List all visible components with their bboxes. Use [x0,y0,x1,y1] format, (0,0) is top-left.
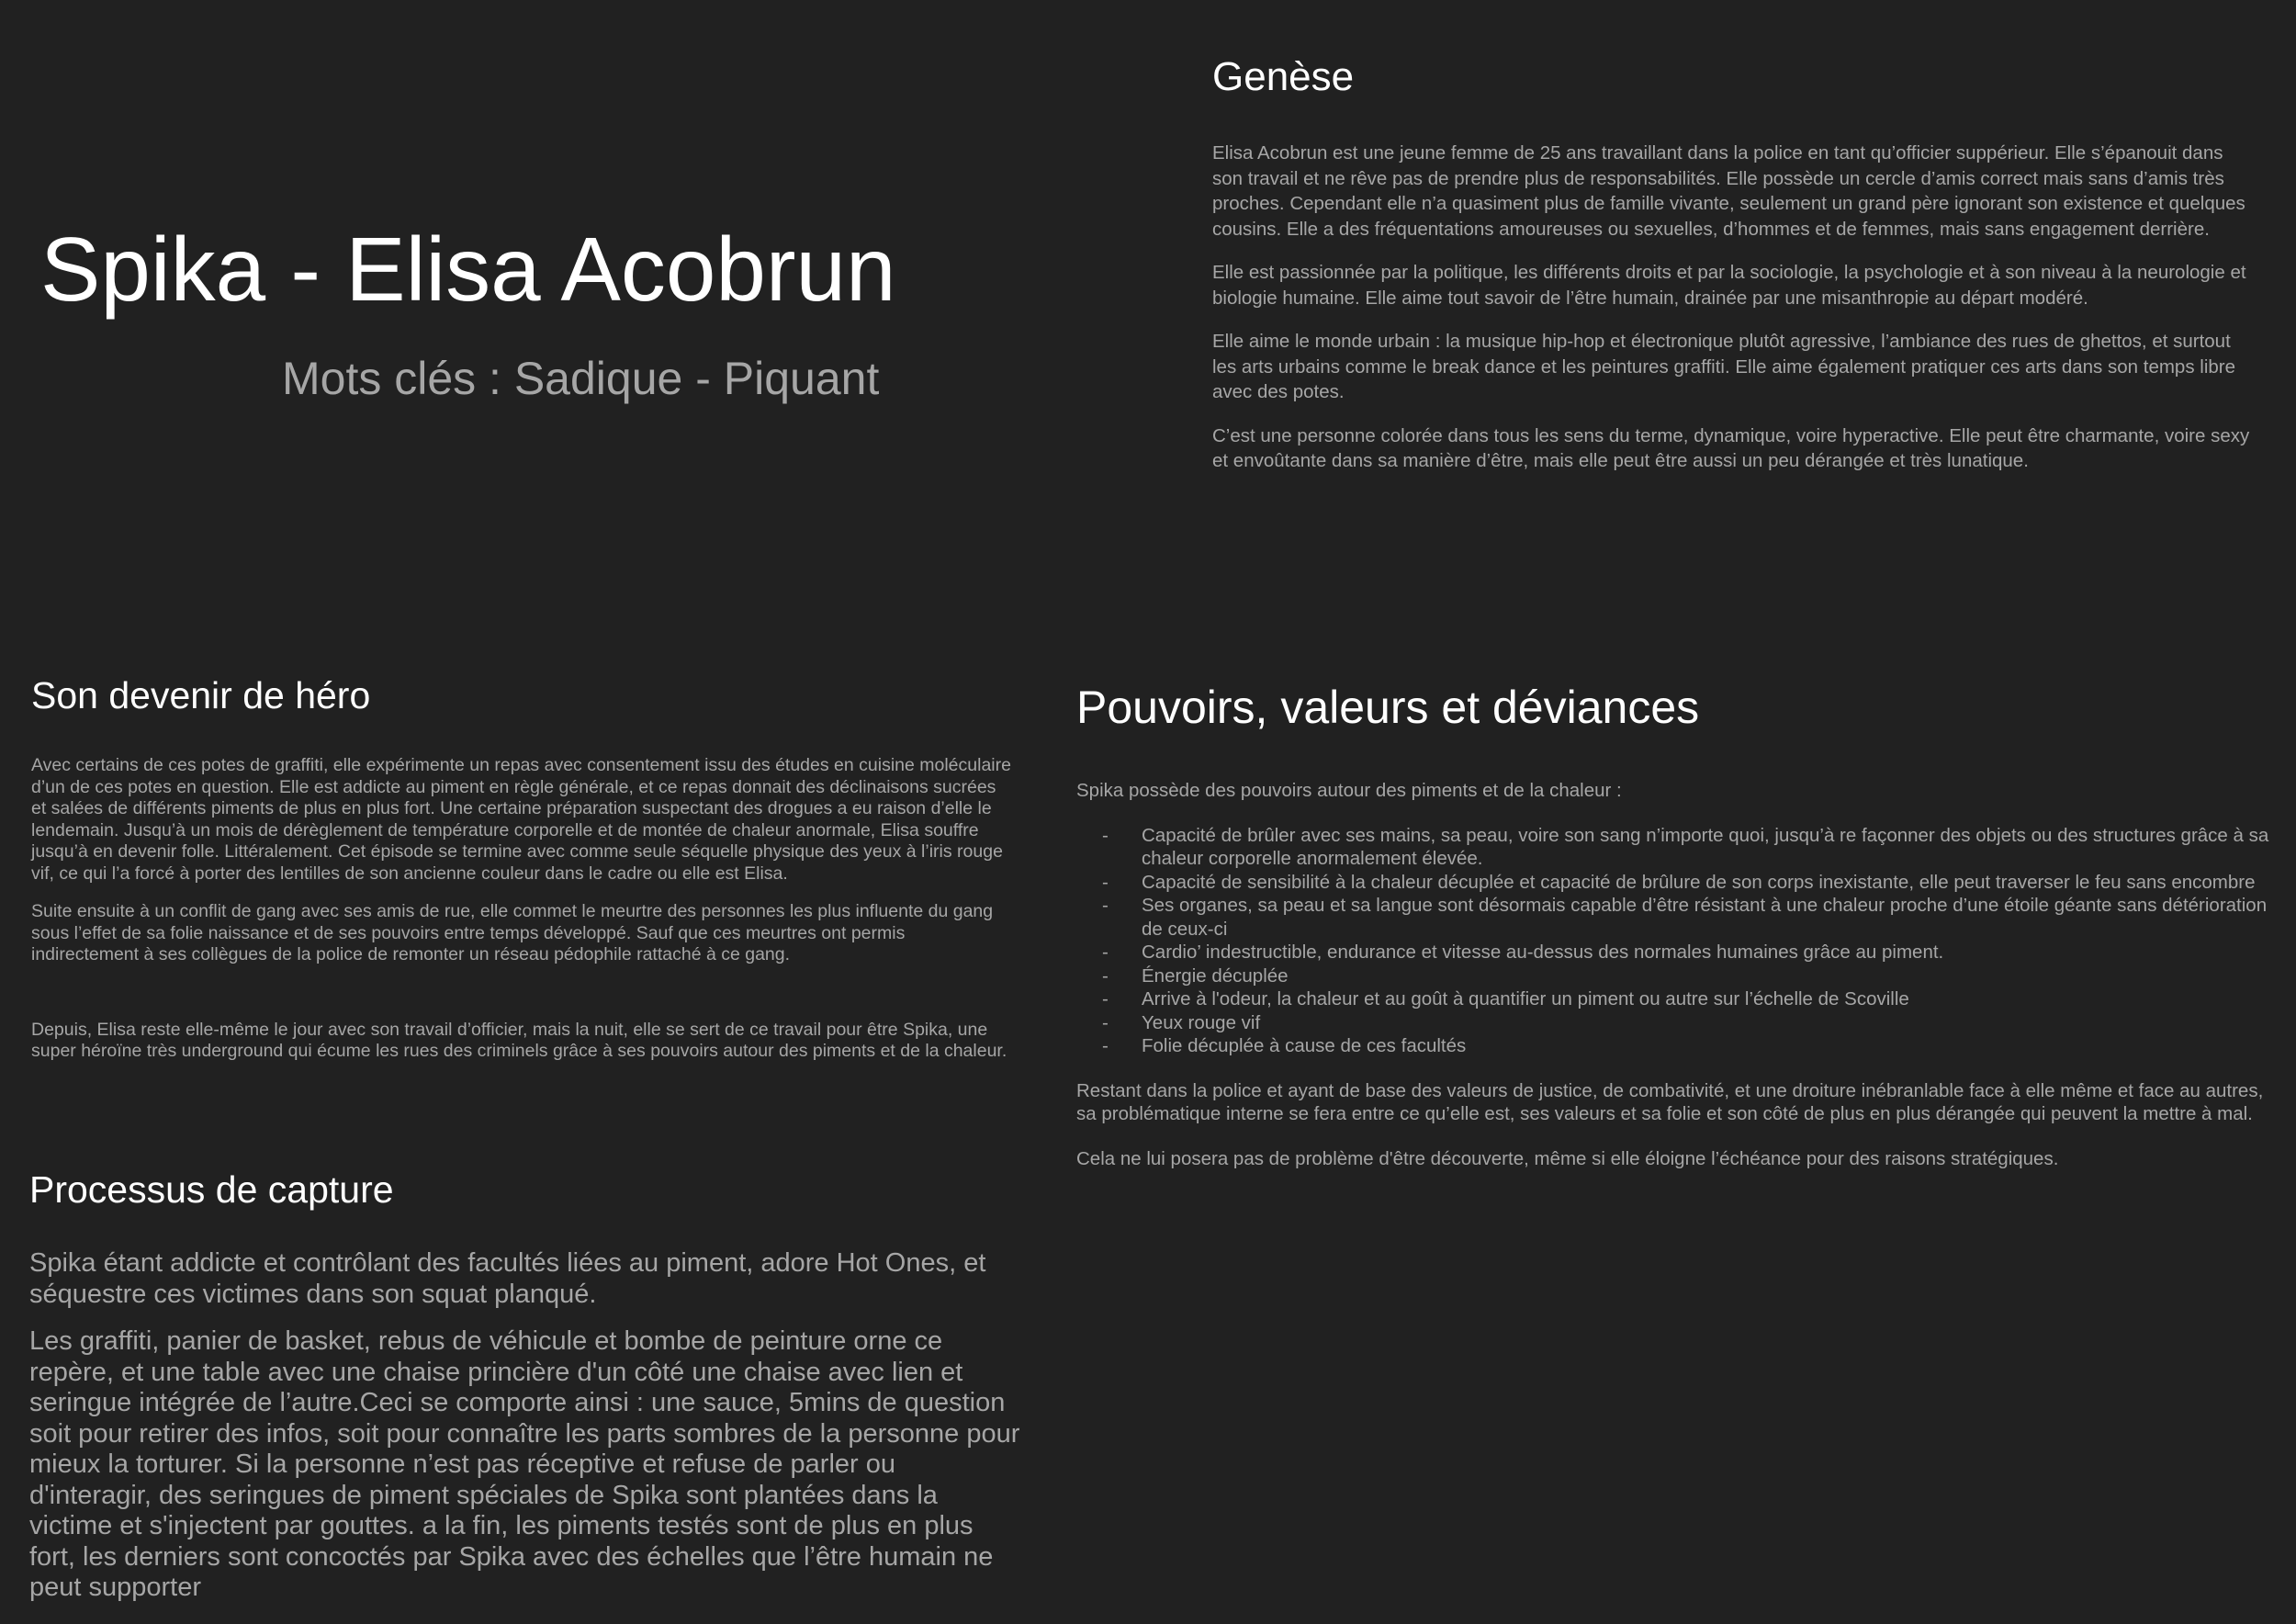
power-item [1076,1011,2270,1035]
pouvoirs-paragraph: Restant dans la police et ayant de base des valeurs de justice, de combativité, et une droiture inébranlable face à elle même et face au autres, sa problématique interne se fera entre ce qu’elle est, ses valeurs et sa folie et son côté de plus en plus dérangée qui peuvent la mettre à mal. [1076,1079,2264,1124]
power-item-text: Folie décuplée à cause de ces facultés [1142,1035,1467,1056]
genese-paragraph: Elisa Acobrun est une jeune femme de 25 ans travaillant dans la police en tant qu’officier suppérieur. Elle s’épanouit dans son travail et ne rêve pas de prendre plus de responsabilités. Elle possède un cercle d’amis correct mais sans d’amis très proches. Cependant elle n’a quasiment plus de famille vivante, seulement un grand père ignorant son existence et quelques cousins. Elle a des fréquentations amoureuses ou sexuelles, d’hommes et de femmes, mais sans engagement derrière. [1212,142,2245,240]
power-item [1076,894,2270,941]
pouvoirs-section [1076,779,2270,1191]
genese-paragraph: C’est une personne colorée dans tous les sens du terme, dynamique, voire hyperactive. Elle peut être charmante, voire sexy et envoûtante dans sa manière d’être, mais elle peut être aussi un peu dérangée et très lunatique. [1212,424,2250,471]
devenir-paragraph: Depuis, Elisa reste elle-même le jour avec son travail d’officier, mais la nuit, elle se sert de ce travail pour être Spika, une super héroïne très underground qui écume les rues des criminels grâce à ses pouvoirs autour des piments et de la chaleur. [31,1019,1007,1061]
power-item [1076,824,2270,871]
power-item [1076,1034,2270,1058]
bullet-dash: - [1102,895,1109,916]
power-item-text: Ses organes, sa peau et sa langue sont désormais capable d’être résistant à une chaleur proche d’une étoile géante sans détérioration de ceux-ci [1142,895,2268,940]
genese-paragraph: Elle est passionnée par la politique, les différents droits et par la sociologie, la psychologie et à son niveau à la neurologie et biologie humaine. Elle aime tout savoir de l’être humain, drainée par une misanthropie au départ modéré. [1212,262,2246,309]
genese-section [1212,141,2250,492]
pouvoirs-paragraph: Cela ne lui posera pas de problème d'être découverte, même si elle éloigne l’échéance pour des raisons stratégiques. [1076,1147,2059,1169]
bullet-dash: - [1102,871,1109,893]
power-item [1076,871,2270,895]
devenir-paragraph: Avec certains de ces potes de graffiti, elle expérimente un repas avec consentement issu des études en cuisine moléculaire d’un de ces potes en question. Elle est addicte au piment en règle générale, et ce repas donnait des déclinaisons sucrées et salées de différents piments de plus en plus fort. Une certaine préparation suspectant des drogues a eu raison d’elle le lendemain. Jusqu’à un mois de dérèglement de température corporelle et de montée de chaleur anormale, Elisa souffre jusqu’à en devenir folle. Littéralement. Cet épisode se termine avec comme seule séquelle physique des yeux à l’iris rouge vif, ce qui l’a forcé à porter des lentilles de son ancienne couleur dans le cadre ou elle est Elisa. [31,755,1011,884]
bullet-dash: - [1102,1035,1109,1056]
power-item [1076,964,2270,988]
devenir-heading: Son devenir de héro [31,674,371,716]
capture-paragraph: Spika étant addicte et contrôlant des facultés liées au piment, adore Hot Ones, et séquestre ces victimes dans son squat planqué. [29,1248,986,1309]
bullet-dash: - [1102,824,1109,846]
power-item-text: Yeux rouge vif [1142,1011,1261,1033]
bullet-dash: - [1102,988,1109,1009]
genese-heading: Genèse [1212,54,1355,99]
pouvoirs-intro: Spika possède des pouvoirs autour des piments et de la chaleur : [1076,780,1622,801]
devenir-paragraph: Suite ensuite à un conflit de gang avec ses amis de rue, elle commet le meurtre des personnes les plus influente du gang sous l’effet de sa folie naissance et de ses pouvoirs entre temps développé. Sauf que ces meurtres ont permis indirectement à ses collègues de la police de remonter un réseau pédophile rattaché à ce gang. [31,901,994,964]
keywords-subtitle: Mots clés : Sadique - Piquant [282,353,880,404]
power-item-text: Cardio’ indestructible, endurance et vitesse au-dessus des normales humaines grâce au piment. [1142,942,1944,963]
power-item-text: Arrive à l'odeur, la chaleur et au goût à quantifier un piment ou autre sur l’échelle de Scoville [1142,988,1909,1009]
capture-section [29,1248,1021,1620]
bullet-dash: - [1102,1011,1109,1033]
power-item-text: Capacité de sensibilité à la chaleur décuplée et capacité de brûlure de son corps inexistante, elle peut traverser le feu sans encombre [1142,871,2256,893]
pouvoirs-heading: Pouvoirs, valeurs et déviances [1076,682,1700,733]
bullet-dash: - [1102,964,1109,987]
power-item-text: Capacité de brûler avec ses mains, sa peau, voire son sang n’importe quoi, jusqu’à re façonner des objets ou des structures grâce à sa chaleur corporelle anormalement élevée. [1142,824,2269,869]
capture-paragraph: Les graffiti, panier de basket, rebus de véhicule et bombe de peinture orne ce repère, et une table avec une chaise princière d'un côté une chaise avec lien et seringue intégrée de l’autre.Ceci se comporte ainsi : une sauce, 5mins de question soit pour retirer des infos, soit pour connaître les parts sombres de la personne pour mieux la torturer. Si la personne n’est pas réceptive et refuse de parler ou d'interagir, des seringues de piment spéciales de Spika sont plantées dans la victime et s'injectent par gouttes. a la fin, les piments testés sont de plus en plus fort, les derniers sont concoctés par Spika avec des échelles que l’être humain ne peut supporter [29,1326,1020,1602]
power-item [1076,987,2270,1011]
bullet-dash: - [1102,942,1109,963]
capture-heading: Processus de capture [29,1168,394,1211]
page-title: Spika - Elisa Acobrun [40,219,896,320]
power-item-text: Énergie décuplée [1142,964,1289,987]
powers-list [1076,824,2270,1058]
devenir-section [31,755,1014,1079]
genese-paragraph: Elle aime le monde urbain : la musique hip-hop et électronique plutôt agressive, l’ambiance des rues de ghettos, et surtout les arts urbains comme le break dance et les peintures graffiti. Elle aime également pratiquer ces arts dans son temps libre avec des potes. [1212,331,2236,402]
power-item [1076,941,2270,964]
